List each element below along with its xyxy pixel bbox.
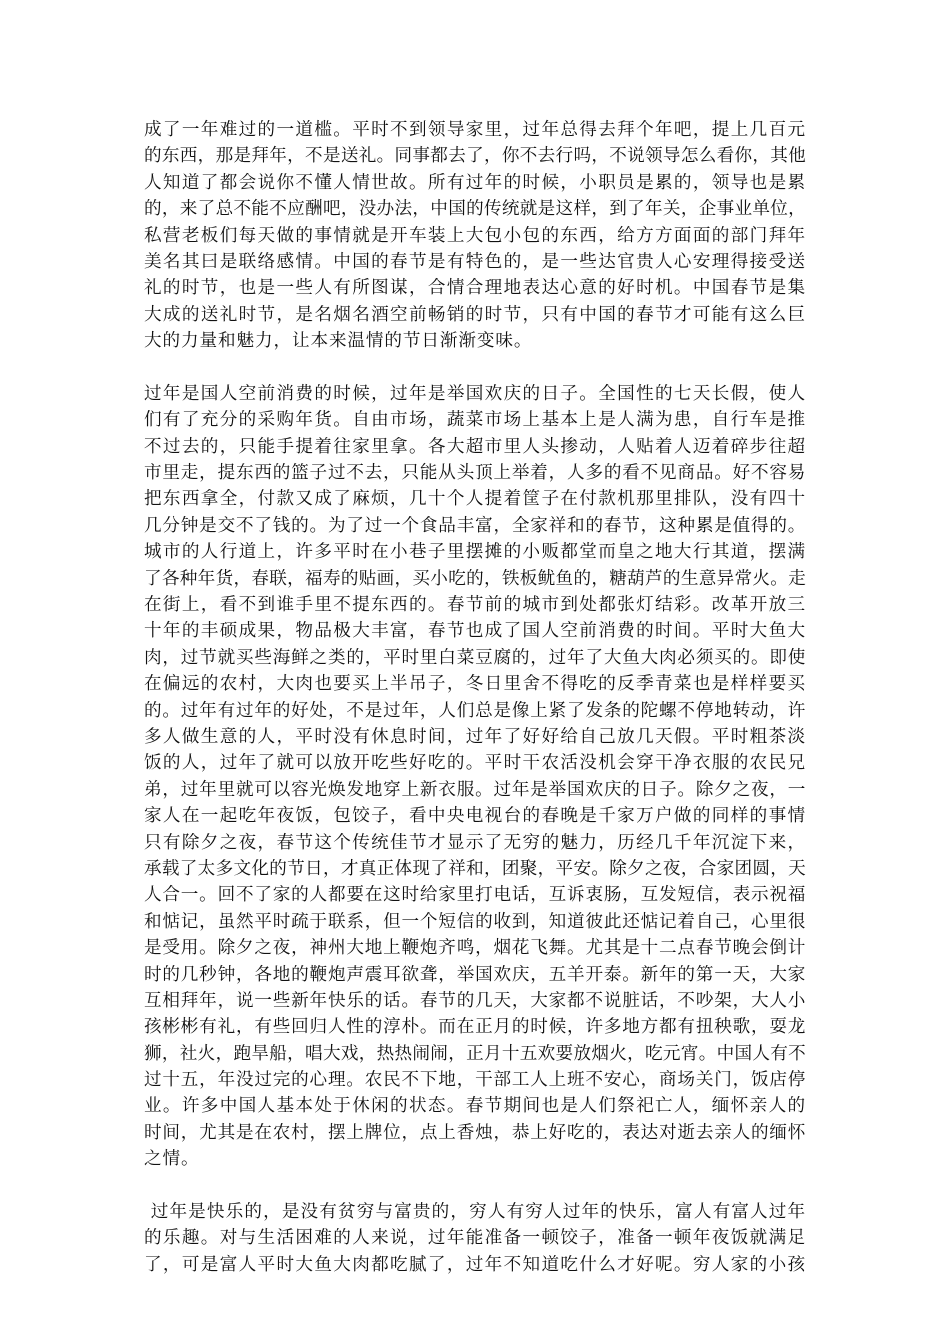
text-line: 互相拜年，说一些新年快乐的话。春节的几天，大家都不说脏话，不吵架，大人小 [144,990,807,1011]
text-line: 成了一年难过的一道槛。平时不到领导家里，过年总得去拜个年吧，提上几百元 [144,120,806,140]
text-line: 的乐趣。对与生活困难的人来说，过年能准备一顿饺子，准备一顿年夜饭就满足 [144,1228,806,1249]
text-line: 十年的丰硕成果，物品极大丰富，春节也成了国人空前消费的时间。平时大鱼大 [144,621,806,642]
text-line: 过年是国人空前消费的时候，过年是举国欢庆的日子。全国性的七天长假，使人 [144,383,806,404]
text-line: 把东西拿全，付款又成了麻烦，几十个人提着筐子在付款机那里排队，没有四十 [144,489,806,510]
paragraph-2 [144,381,806,1173]
text-line: 美名其曰是联络感情。中国的春节是有特色的，是一些达官贵人心安理得接受送 [144,251,806,272]
text-line: 的。过年有过年的好处，不是过年，人们总是像上紧了发条的陀螺不停地转动，许 [144,700,807,721]
text-line: 了，可是富人平时大鱼大肉都吃腻了，过年不知道吃什么才好呢。穷人家的小孩 [144,1254,806,1275]
text-line: 市里走，提东西的篮子过不去，只能从头顶上举着，人多的看不见商品。好不容易 [144,463,807,484]
text-line: 的，来了总不能不应酬吧，没办法，中国的传统就是这样，到了年关，企事业单位， [144,199,807,220]
paragraph-3 [144,1199,806,1278]
text-line: 只有除夕之夜，春节这个传统佳节才显示了无穷的魅力，历经几千年沉淀下来， [144,832,806,853]
text-line: 过十五，年没过完的心理。农民不下地，干部工人上班不安心，商场关门，饭店停 [144,1070,807,1091]
text-line: 礼的时节，也是一些人有所图谋，合情合理地表达心意的好时机。中国春节是集 [144,278,806,299]
text-line: 在街上，看不到谁手里不提东西的。春节前的城市到处都张灯结彩。改革开放三 [144,595,806,616]
text-line: 多人做生意的人，平时没有休息时间，过年了好好给自己放几天假。平时粗茶淡 [144,726,806,747]
text-line: 在偏远的农村，大肉也要买上半吊子，冬日里舍不得吃的反季青菜也是样样要买 [144,674,806,695]
text-line: 业。许多中国人基本处于休闲的状态。春节期间也是人们祭祀亡人，缅怀亲人的 [144,1096,806,1117]
text-line: 私营老板们每天做的事情就是开车装上大包小包的东西，给方方面面的部门拜年 [144,225,806,246]
text-line: 们有了充分的采购年货。自由市场，蔬菜市场上基本上是人满为患，自行车是推 [144,410,806,431]
text-line: 人合一。回不了家的人都要在这时给家里打电话，互诉衷肠，互发短信，表示祝福 [144,885,807,906]
text-line: 大的力量和魅力，让本来温情的节日渐渐变味。 [144,331,533,352]
paragraph-gap [144,1173,806,1199]
text-line: 弟，过年里就可以容光焕发地穿上新衣服。过年是举国欢庆的日子。除夕之夜，一 [144,779,807,800]
text-line: 过年是快乐的，是没有贫穷与富贵的，穷人有穷人过年的快乐，富人有富人过年 [144,1202,806,1223]
text-line: 是受用。除夕之夜，神州大地上鞭炮齐鸣，烟花飞舞。尤其是十二点春节晚会倒计 [144,938,807,959]
document-page [144,117,806,1278]
text-line: 孩彬彬有礼，有些回归人性的淳朴。而在正月的时候，许多地方都有扭秧歌，耍龙 [144,1017,807,1038]
text-line: 家人在一起吃年夜饭，包饺子，看中央电视台的春晚是千家万户做的同样的事情 [144,806,806,827]
text-line: 了各种年货，春联，福寿的贴画，买小吃的，铁板鱿鱼的，糖葫芦的生意异常火。走 [144,568,807,589]
text-line: 承载了太多文化的节日，才真正体现了祥和，团聚，平安。除夕之夜，合家团圆，天 [144,858,807,879]
text-line: 之情。 [144,1149,200,1170]
text-line: 和惦记，虽然平时疏于联系，但一个短信的收到，知道彼此还惦记着自己，心里很 [144,911,807,932]
text-line: 几分钟是交不了钱的。为了过一个食品丰富，全家祥和的春节，这种累是值得的。 [144,515,807,536]
text-line: 时的几秒钟，各地的鞭炮声震耳欲聋，举国欢庆，五羊开泰。新年的第一天，大家 [144,964,807,985]
text-line: 饭的人，过年了就可以放开吃些好吃的。平时干农活没机会穿干净衣服的农民兄 [144,753,806,774]
paragraph-gap [144,355,806,381]
text-line: 时间，尤其是在农村，摆上牌位，点上香烛，恭上好吃的，表达对逝去亲人的缅怀 [144,1122,807,1143]
text-line: 城市的人行道上，许多平时在小巷子里摆摊的小贩都堂而皇之地大行其道，摆满 [144,542,806,563]
text-line: 狮，社火，跑旱船，唱大戏，热热闹闹，正月十五欢要放烟火，吃元宵。中国人有不 [144,1043,807,1064]
text-line: 大成的送礼时节，是名烟名酒空前畅销的时节，只有中国的春节才可能有这么巨 [144,304,806,325]
text-line: 的东西，那是拜年，不是送礼。同事都去了，你不去行吗，不说领导怎么看你，其他 [144,146,807,167]
text-line: 人知道了都会说你不懂人情世故。所有过年的时候，小职员是累的，领导也是累 [144,172,806,193]
text-line: 肉，过节就买些海鲜之类的，平时里白菜豆腐的，过年了大鱼大肉必须买的。即使 [144,647,807,668]
text-line: 不过去的，只能手提着往家里拿。各大超市里人头掺动，人贴着人迈着碎步往超 [144,436,806,457]
paragraph-1 [144,117,806,355]
